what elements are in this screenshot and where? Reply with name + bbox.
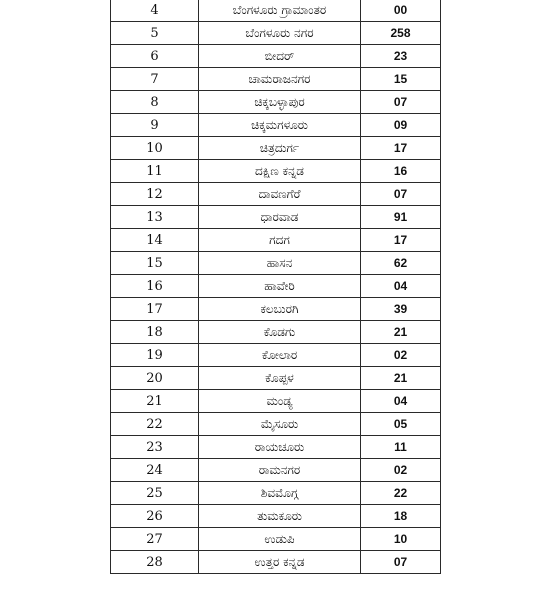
row-number: 14 — [111, 229, 199, 252]
district-name: ಗದಗ — [199, 229, 361, 252]
district-name: ಉತ್ತರ ಕನ್ನಡ — [199, 551, 361, 574]
row-number: 6 — [111, 45, 199, 68]
district-name: ದಕ್ಷಿಣ ಕನ್ನಡ — [199, 160, 361, 183]
table-row — [111, 91, 441, 114]
case-count: 05 — [361, 413, 441, 436]
table-row — [111, 22, 441, 45]
district-name: ಕಲಬುರಗಿ — [199, 298, 361, 321]
row-number: 13 — [111, 206, 199, 229]
case-count: 17 — [361, 229, 441, 252]
district-name: ಮೈಸೂರು — [199, 413, 361, 436]
case-count: 15 — [361, 68, 441, 91]
row-number: 17 — [111, 298, 199, 321]
table-row — [111, 160, 441, 183]
table-row — [111, 275, 441, 298]
row-number: 27 — [111, 528, 199, 551]
district-name: ಚಿಕ್ಕಮಗಳೂರು — [199, 114, 361, 137]
district-name: ಧಾರವಾಡ — [199, 206, 361, 229]
district-table — [110, 0, 441, 574]
table-row — [111, 459, 441, 482]
row-number: 25 — [111, 482, 199, 505]
row-number: 11 — [111, 160, 199, 183]
district-name: ಬೆಂಗಳೂರು ಗ್ರಾಮಾಂತರ — [199, 0, 361, 22]
district-name: ಉಡುಪಿ — [199, 528, 361, 551]
table-row — [111, 68, 441, 91]
district-name: ಮಂಡ್ಯ — [199, 390, 361, 413]
case-count: 23 — [361, 45, 441, 68]
district-name: ಬೆಂಗಳೂರು ನಗರ — [199, 22, 361, 45]
row-number: 24 — [111, 459, 199, 482]
table-row — [111, 252, 441, 275]
case-count: 16 — [361, 160, 441, 183]
table-row — [111, 114, 441, 137]
row-number: 5 — [111, 22, 199, 45]
case-count: 62 — [361, 252, 441, 275]
row-number: 10 — [111, 137, 199, 160]
row-number: 4 — [111, 0, 199, 22]
table-row — [111, 344, 441, 367]
case-count: 10 — [361, 528, 441, 551]
row-number: 8 — [111, 91, 199, 114]
table-row — [111, 206, 441, 229]
table-row — [111, 229, 441, 252]
table-row — [111, 45, 441, 68]
district-name: ಶಿವಮೊಗ್ಗ — [199, 482, 361, 505]
district-name: ಚಿತ್ರದುರ್ಗ — [199, 137, 361, 160]
case-count: 39 — [361, 298, 441, 321]
case-count: 07 — [361, 551, 441, 574]
table-row — [111, 390, 441, 413]
table-row — [111, 528, 441, 551]
row-number: 9 — [111, 114, 199, 137]
case-count: 91 — [361, 206, 441, 229]
row-number: 26 — [111, 505, 199, 528]
row-number: 23 — [111, 436, 199, 459]
district-name: ತುಮಕೂರು — [199, 505, 361, 528]
row-number: 12 — [111, 183, 199, 206]
row-number: 28 — [111, 551, 199, 574]
table-row — [111, 0, 441, 22]
table-row — [111, 367, 441, 390]
district-name: ದಾವಣಗೆರೆ — [199, 183, 361, 206]
table-row — [111, 436, 441, 459]
row-number: 15 — [111, 252, 199, 275]
case-count: 11 — [361, 436, 441, 459]
case-count: 04 — [361, 390, 441, 413]
table-row — [111, 321, 441, 344]
table-row — [111, 298, 441, 321]
row-number: 20 — [111, 367, 199, 390]
table-row — [111, 505, 441, 528]
case-count: 04 — [361, 275, 441, 298]
case-count: 00 — [361, 0, 441, 22]
row-number: 18 — [111, 321, 199, 344]
case-count: 07 — [361, 91, 441, 114]
district-name: ಚಿಕ್ಕಬಳ್ಳಾಪುರ — [199, 91, 361, 114]
district-name: ಹಾವೇರಿ — [199, 275, 361, 298]
table-row — [111, 137, 441, 160]
case-count: 07 — [361, 183, 441, 206]
case-count: 21 — [361, 367, 441, 390]
row-number: 21 — [111, 390, 199, 413]
row-number: 16 — [111, 275, 199, 298]
district-name: ಬೀದರ್ — [199, 45, 361, 68]
case-count: 21 — [361, 321, 441, 344]
case-count: 02 — [361, 459, 441, 482]
row-number: 22 — [111, 413, 199, 436]
district-name: ಕೊಡಗು — [199, 321, 361, 344]
table-row — [111, 551, 441, 574]
case-count: 18 — [361, 505, 441, 528]
district-name: ರಾಮನಗರ — [199, 459, 361, 482]
table-row — [111, 183, 441, 206]
case-count: 09 — [361, 114, 441, 137]
table-row — [111, 413, 441, 436]
row-number: 19 — [111, 344, 199, 367]
district-name: ಹಾಸನ — [199, 252, 361, 275]
table-row — [111, 482, 441, 505]
case-count: 02 — [361, 344, 441, 367]
case-count: 17 — [361, 137, 441, 160]
district-name: ರಾಯಚೂರು — [199, 436, 361, 459]
row-number: 7 — [111, 68, 199, 91]
case-count: 22 — [361, 482, 441, 505]
district-name: ಚಾಮರಾಜನಗರ — [199, 68, 361, 91]
district-name: ಕೋಲಾರ — [199, 344, 361, 367]
case-count: 258 — [361, 22, 441, 45]
district-name: ಕೊಪ್ಪಳ — [199, 367, 361, 390]
